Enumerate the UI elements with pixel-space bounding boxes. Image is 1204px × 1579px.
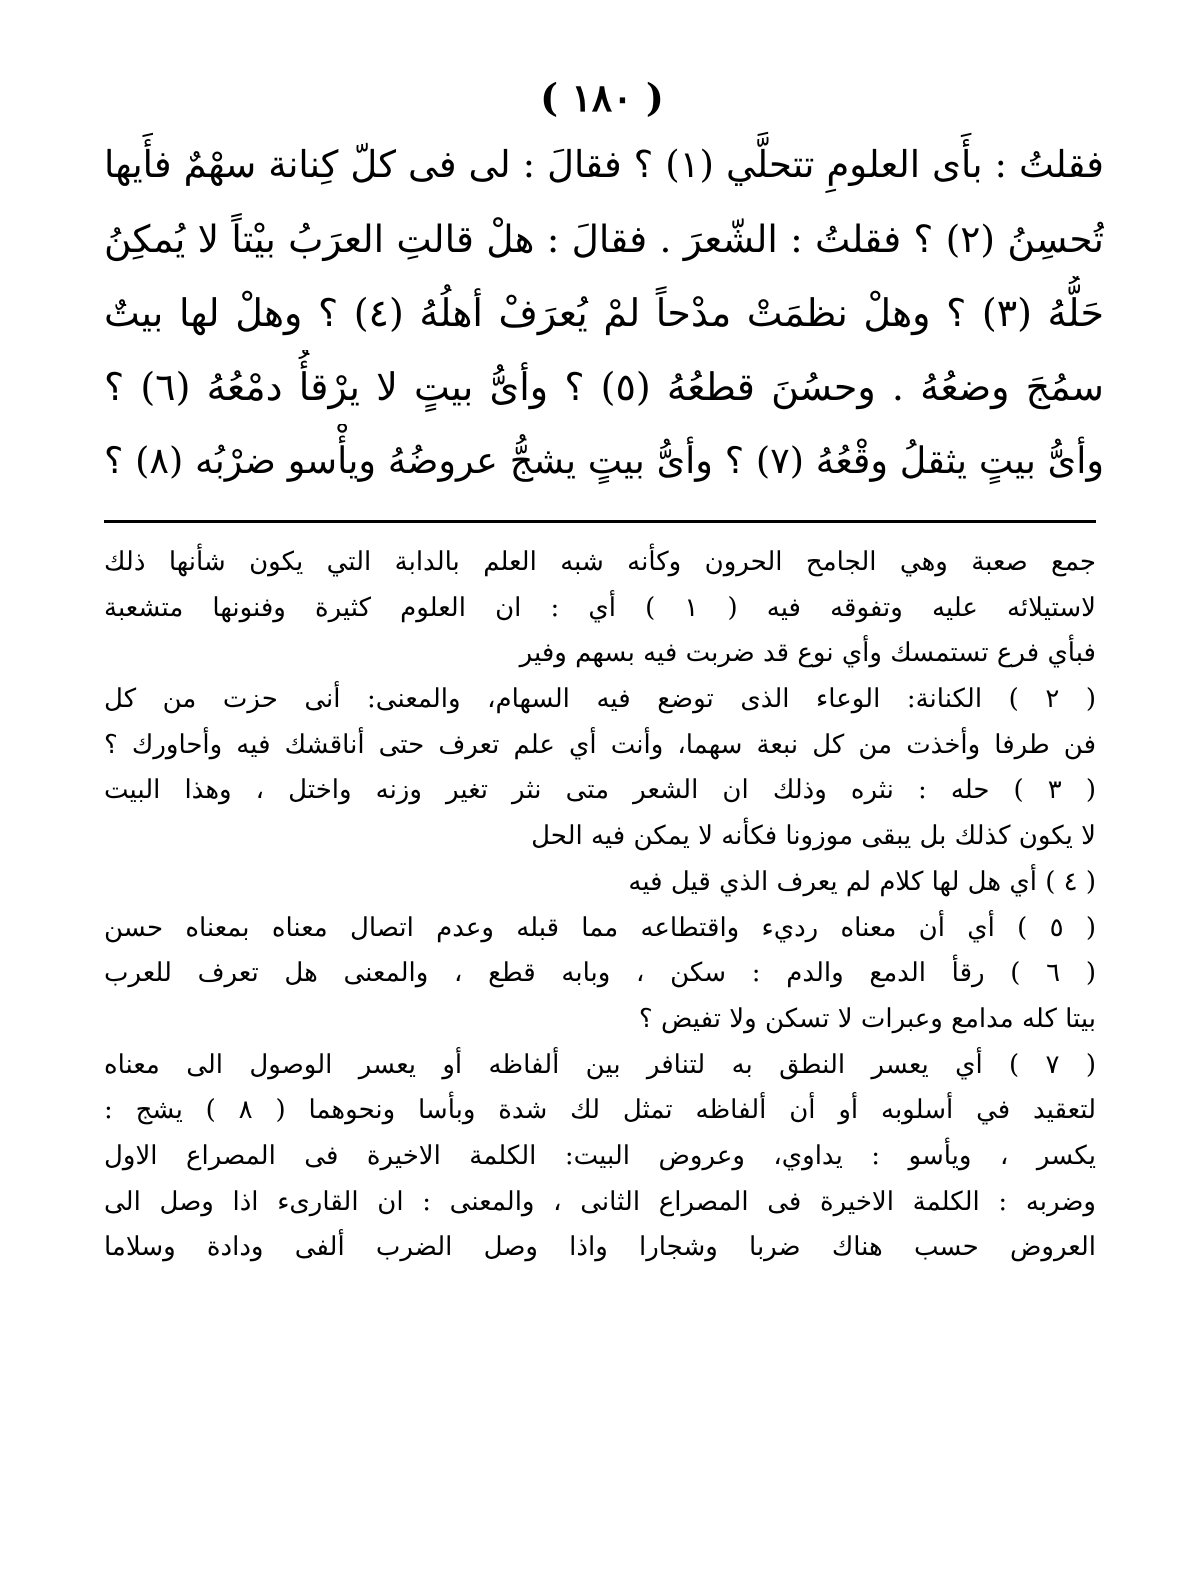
footnote-line: لاستيلائه عليه وتفوقه فيه ( ١ ) أي : ان العلوم كثيرة وفنونها متشعبة (104, 592, 1096, 623)
footnote-line: العروض حسب هناك ضربا وشجارا واذا وصل الضرب ألفى ودادة وسلاما (104, 1232, 1096, 1263)
main-text (104, 128, 1104, 498)
footnote-line: لا يكون كذلك بل يبقى موزونا فكأنه لا يمكن فيه الحل (531, 821, 1096, 852)
page-number: ( ١٨٠ ) (540, 75, 664, 120)
footnote-line: فبأي فرع تستمسك وأي نوع قد ضربت فيه بسهم وفير (519, 638, 1096, 669)
main-text-line: سمُجَ وضعُهُ . وحسُنَ قطعُهُ (٥) ؟ وأىُّ بيتٍ لا يرْقأُ دمْعُهُ (٦) ؟ (104, 365, 1104, 409)
footnote-line: فن طرفا وأخذت من كل نبعة سهما، وأنت أي علم تعرف حتى أناقشك فيه وأحاورك ؟ (104, 729, 1096, 760)
footnote-line: بيتا كله مدامع وعبرات لا تسكن ولا تفيض ؟ (638, 1003, 1096, 1034)
footnote-line: لتعقيد في أسلوبه أو أن ألفاظه تمثل لك شدة وبأسا ونحوهما ( ٨ ) يشج : (104, 1095, 1096, 1126)
footnote-line: ( ٤ ) أي هل لها كلام لم يعرف الذي قيل فيه (628, 866, 1096, 897)
footnote-line: وضربه : الكلمة الاخيرة فى المصراع الثانى ، والمعنى : ان القارىء اذا وصل الى (104, 1186, 1096, 1217)
main-text-line: وأىُّ بيتٍ يثقلُ وقْعُهُ (٧) ؟ وأىُّ بيتٍ يشجُّ عروضُهُ ويأْسو ضرْبُه (٨) ؟ (104, 439, 1104, 482)
footnote-line: ( ٧ ) أي يعسر النطق به لتنافر بين ألفاظه أو يعسر الوصول الى معناه (104, 1049, 1096, 1080)
footnote-line: جمع صعبة وهي الجامح الحرون وكأنه شبه العلم بالدابة التي يكون شأنها ذلك (104, 547, 1096, 577)
footnote-line: يكسر ، ويأسو : يداوي، وعروض البيت: الكلمة الاخيرة فى المصراع الاول (104, 1140, 1096, 1171)
footnote-divider (104, 520, 1096, 523)
footnote-line: ( ٦ ) رقأ الدمع والدم : سكن ، وبابه قطع ، والمعنى هل تعرف للعرب (104, 958, 1096, 989)
footnotes (104, 540, 1096, 1271)
footnote-line: ( ٥ ) أي أن معناه رديء واقتطاعه مما قبله وعدم اتصال معناه بمعناه حسن (104, 912, 1096, 943)
footnote-line: ( ٣ ) حله : نثره وذلك ان الشعر متى نثر تغير وزنه واختل ، وهذا البيت (104, 775, 1096, 806)
footnote-line: ( ٢ ) الكنانة: الوعاء الذى توضع فيه السهام، والمعنى: أنى حزت من كل (104, 684, 1096, 715)
main-text-line: حَلُّهُ (٣) ؟ وهلْ نظمَتْ مدْحاً لمْ يُعرَفْ أهلُهُ (٤) ؟ وهلْ لها بيتٌ (104, 291, 1104, 335)
main-text-line: تُحسِنُ (٢) ؟ فقلتُ : الشّعرَ . فقالَ : هلْ قالتِ العرَبُ بيْتاً لا يُمكِنُ (104, 217, 1104, 261)
main-text-line: فقلتُ : بأَى العلومِ تتحلَّي (١) ؟ فقالَ : لى فى كلّ كِنانة سهْمٌ فأَيها (104, 143, 1104, 186)
